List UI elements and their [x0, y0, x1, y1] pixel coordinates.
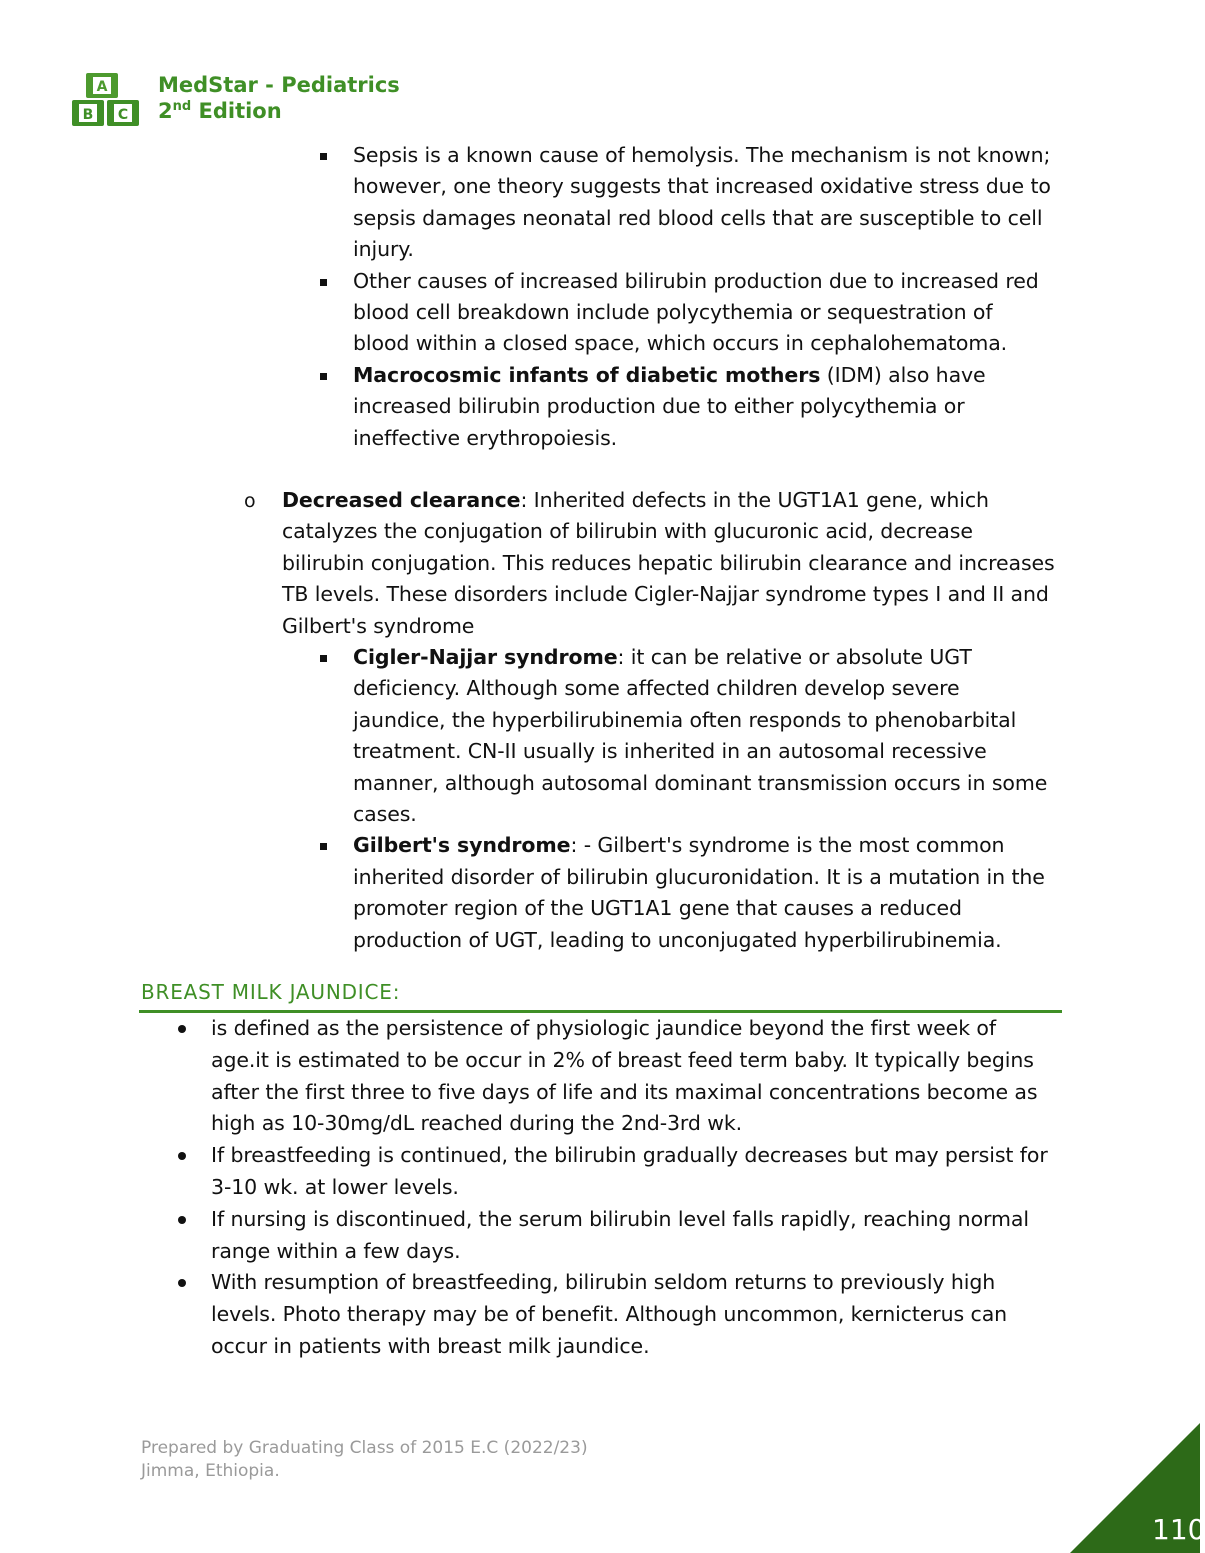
page-footer [141, 1437, 588, 1483]
abc-blocks-logo-icon [70, 70, 142, 130]
book-title: MedStar - Pediatrics [158, 73, 400, 97]
footer-location: Jimma, Ethiopia. [141, 1461, 280, 1481]
list-item-text: Other causes of increased bilirubin production due to increased red blood cell breakdown include polycythemia or sequestration of blood within a closed space, which occurs in cephalohematoma. [353, 268, 1039, 356]
decreased-clearance-paragraph [282, 485, 1057, 642]
list-item [353, 642, 1053, 830]
clearance-disorders-list [353, 642, 1053, 956]
production-causes-list [353, 140, 1053, 454]
list-item-term: Gilbert's syndrome [353, 833, 571, 858]
list-item: With resumption of breastfeeding, bilirubin seldom returns to previously high levels. Photo therapy may be of benefit. Although uncommon, kernicterus can occur in patients with breast milk jaundice. [211, 1267, 1056, 1362]
logo-letter-b: B [82, 107, 94, 123]
breast-milk-jaundice-list [211, 1013, 1056, 1363]
footer-credit: Prepared by Graduating Class of 2015 E.C (2022/23) [141, 1438, 588, 1458]
list-item [353, 266, 1053, 360]
circle-bullet-icon: o [244, 490, 256, 512]
list-item-text: : - Gilbert's syndrome is the most common inherited disorder of bilirubin glucuronidation. It is a mutation in the promoter region of the UGT1A1 gene that causes a reduced production of UGT, leading to unconjugated hyperbilirubinemia. [353, 833, 1045, 952]
edition-word: Edition [191, 99, 282, 123]
list-item-term: Macrocosmic infants of diabetic mothers [353, 362, 821, 387]
edition-number: 2 [158, 99, 173, 123]
list-item [353, 830, 1053, 956]
list-item-text: : it can be relative or absolute UGT deficiency. Although some affected children develop severe jaundice, the hyperbilirubinemia often responds to phenobarbital treatment. CN-II usually is inherited in an autosomal recessive manner, although autosomal dominant transmission occurs in some cases. [353, 645, 1048, 827]
edition-suffix: nd [172, 99, 192, 114]
page-number: 110 [1152, 1513, 1205, 1546]
decreased-clearance-text: : Inherited defects in the UGT1A1 gene, which catalyzes the conjugation of bilirubin with glucuronic acid, decrease bilirubin conjugation. This reduces hepatic bilirubin clearance and increases TB levels. These disorders include Cigler-Najjar syndrome types I and II and Gilbert's syndrome [282, 488, 1055, 638]
logo-letter-c: C [117, 107, 129, 123]
list-item: If breastfeeding is continued, the bilirubin gradually decreases but may persist for 3-10 wk. at lower levels. [211, 1140, 1056, 1204]
list-item-term: Cigler-Najjar syndrome [353, 645, 618, 670]
edition-label [158, 98, 282, 125]
decreased-clearance-item [244, 485, 1057, 956]
list-item: is defined as the persistence of physiologic jaundice beyond the first week of age.it is estimated to be occur in 2% of breast feed term baby. It typically begins after the first three to five days of life and its maximal concentrations become as high as 10-30mg/dL reached during the 2nd-3rd wk. [211, 1013, 1056, 1140]
list-item [353, 360, 1053, 454]
list-item-text: (IDM) also have increased bilirubin production due to either polycythemia or ineffective erythropoiesis. [353, 362, 986, 450]
logo-letter-a: A [96, 79, 108, 95]
section-heading: BREAST MILK JAUNDICE: [141, 980, 401, 1004]
list-item: If nursing is discontinued, the serum bilirubin level falls rapidly, reaching normal range within a few days. [211, 1204, 1056, 1268]
list-item-text: Sepsis is a known cause of hemolysis. The mechanism is not known; however, one theory suggests that increased oxidative stress due to sepsis damages neonatal red blood cells that are susceptible to cell injury. [353, 143, 1051, 262]
decreased-clearance-term: Decreased clearance [282, 488, 521, 512]
list-item [353, 140, 1053, 266]
